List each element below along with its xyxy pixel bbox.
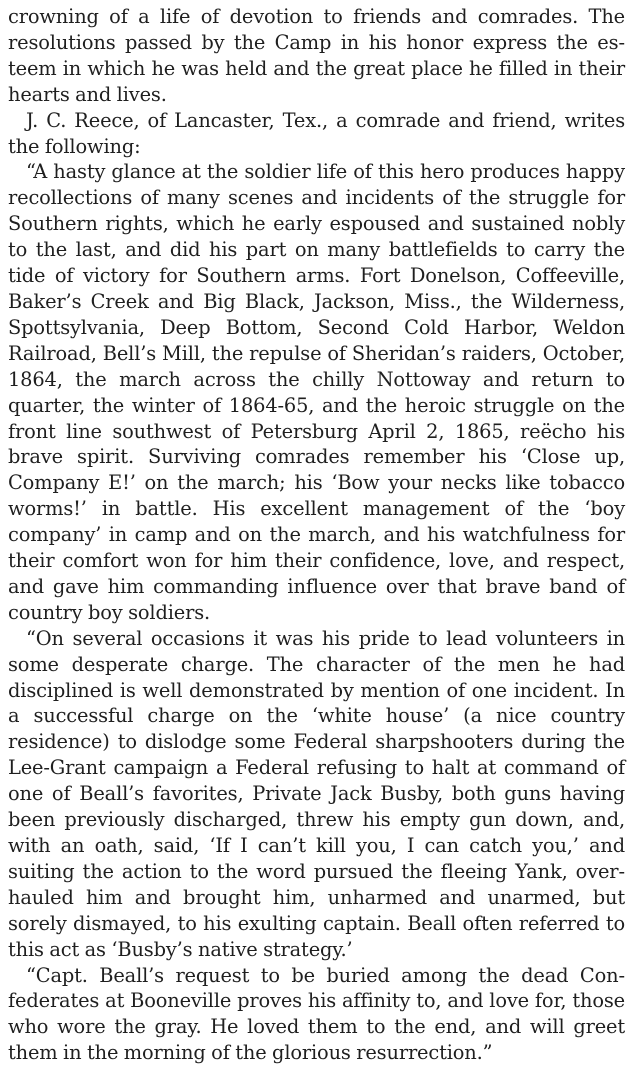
paragraph-busby-incident: “On several occasions it was his pride to lead volunteers in some desperate charge. The character of the men he had disciplined is well demonstrated by mention of one incident. In a successful charge on the ‘white house’ (a nice country residence) to dislodge some Federal sharpshooters during the Lee-Grant campaign a Federal refusing to halt at command of one of Beall’s favorites, Private Jack Busby, both guns having been previously discharged, threw his empty gun down, and, with an oath, said, ‘If I can’t kill you, I can catch you,’ and suiting the action to the word pursued the fleeing Yank, overhauled him and brought him, unharmed and unarmed, but sorely dismayed, to his exulting captain. Beall often referred to this act as ‘Busby’s native strategy.’ [8, 626, 625, 961]
paragraph-tribute-continuation: crowning of a life of devotion to friends and comrades. The resolutions passed by the Camp in his honor express the esteem in which he was held and the great place he filled in their hearts and lives. [8, 5, 625, 106]
document-page [8, 4, 625, 1066]
paragraph-burial-request: “Capt. Beall’s request to be buried among the dead Confederates at Booneville proves his affinity to, and love for, those who wore the gray. He loved them to the end, and will greet them in the morning of the glorious resurrection.” [8, 963, 625, 1065]
paragraph-reece-intro: J. C. Reece, of Lancaster, Tex., a comrade and friend, writes the following: [8, 108, 625, 158]
paragraph-soldier-life: “A hasty glance at the soldier life of this hero produces happy recollections of many scenes and incidents of the struggle for Southern rights, which he early espoused and sustained nobly to the last, and did his part on many battlefields to carry the tide of victory for Southern arms. Fort Donelson, Coffeeville, Baker’s Creek and Big Black, Jackson, Miss., the Wilderness, Spottsylvania, Deep Bottom, Second Cold Harbor, Weldon Railroad, Bell’s Mill, the repulse of Sheridan’s raiders, October, 1864, the march across the chilly Nottoway and return to quarter, the winter of 1864-65, and the heroic struggle on the front line southwest of Petersburg April 2, 1865, reëcho his brave spirit. Surviving comrades remember his ‘Close up, Company E!’ on the march; his ‘Bow your necks like tobacco worms!’ in battle. His excellent management of the ‘boy company’ in camp and on the march, and his watchfulness for their comfort won for him their confidence, love, and respect, and gave him commanding influence over that brave band of country boy soldiers. [8, 160, 625, 624]
